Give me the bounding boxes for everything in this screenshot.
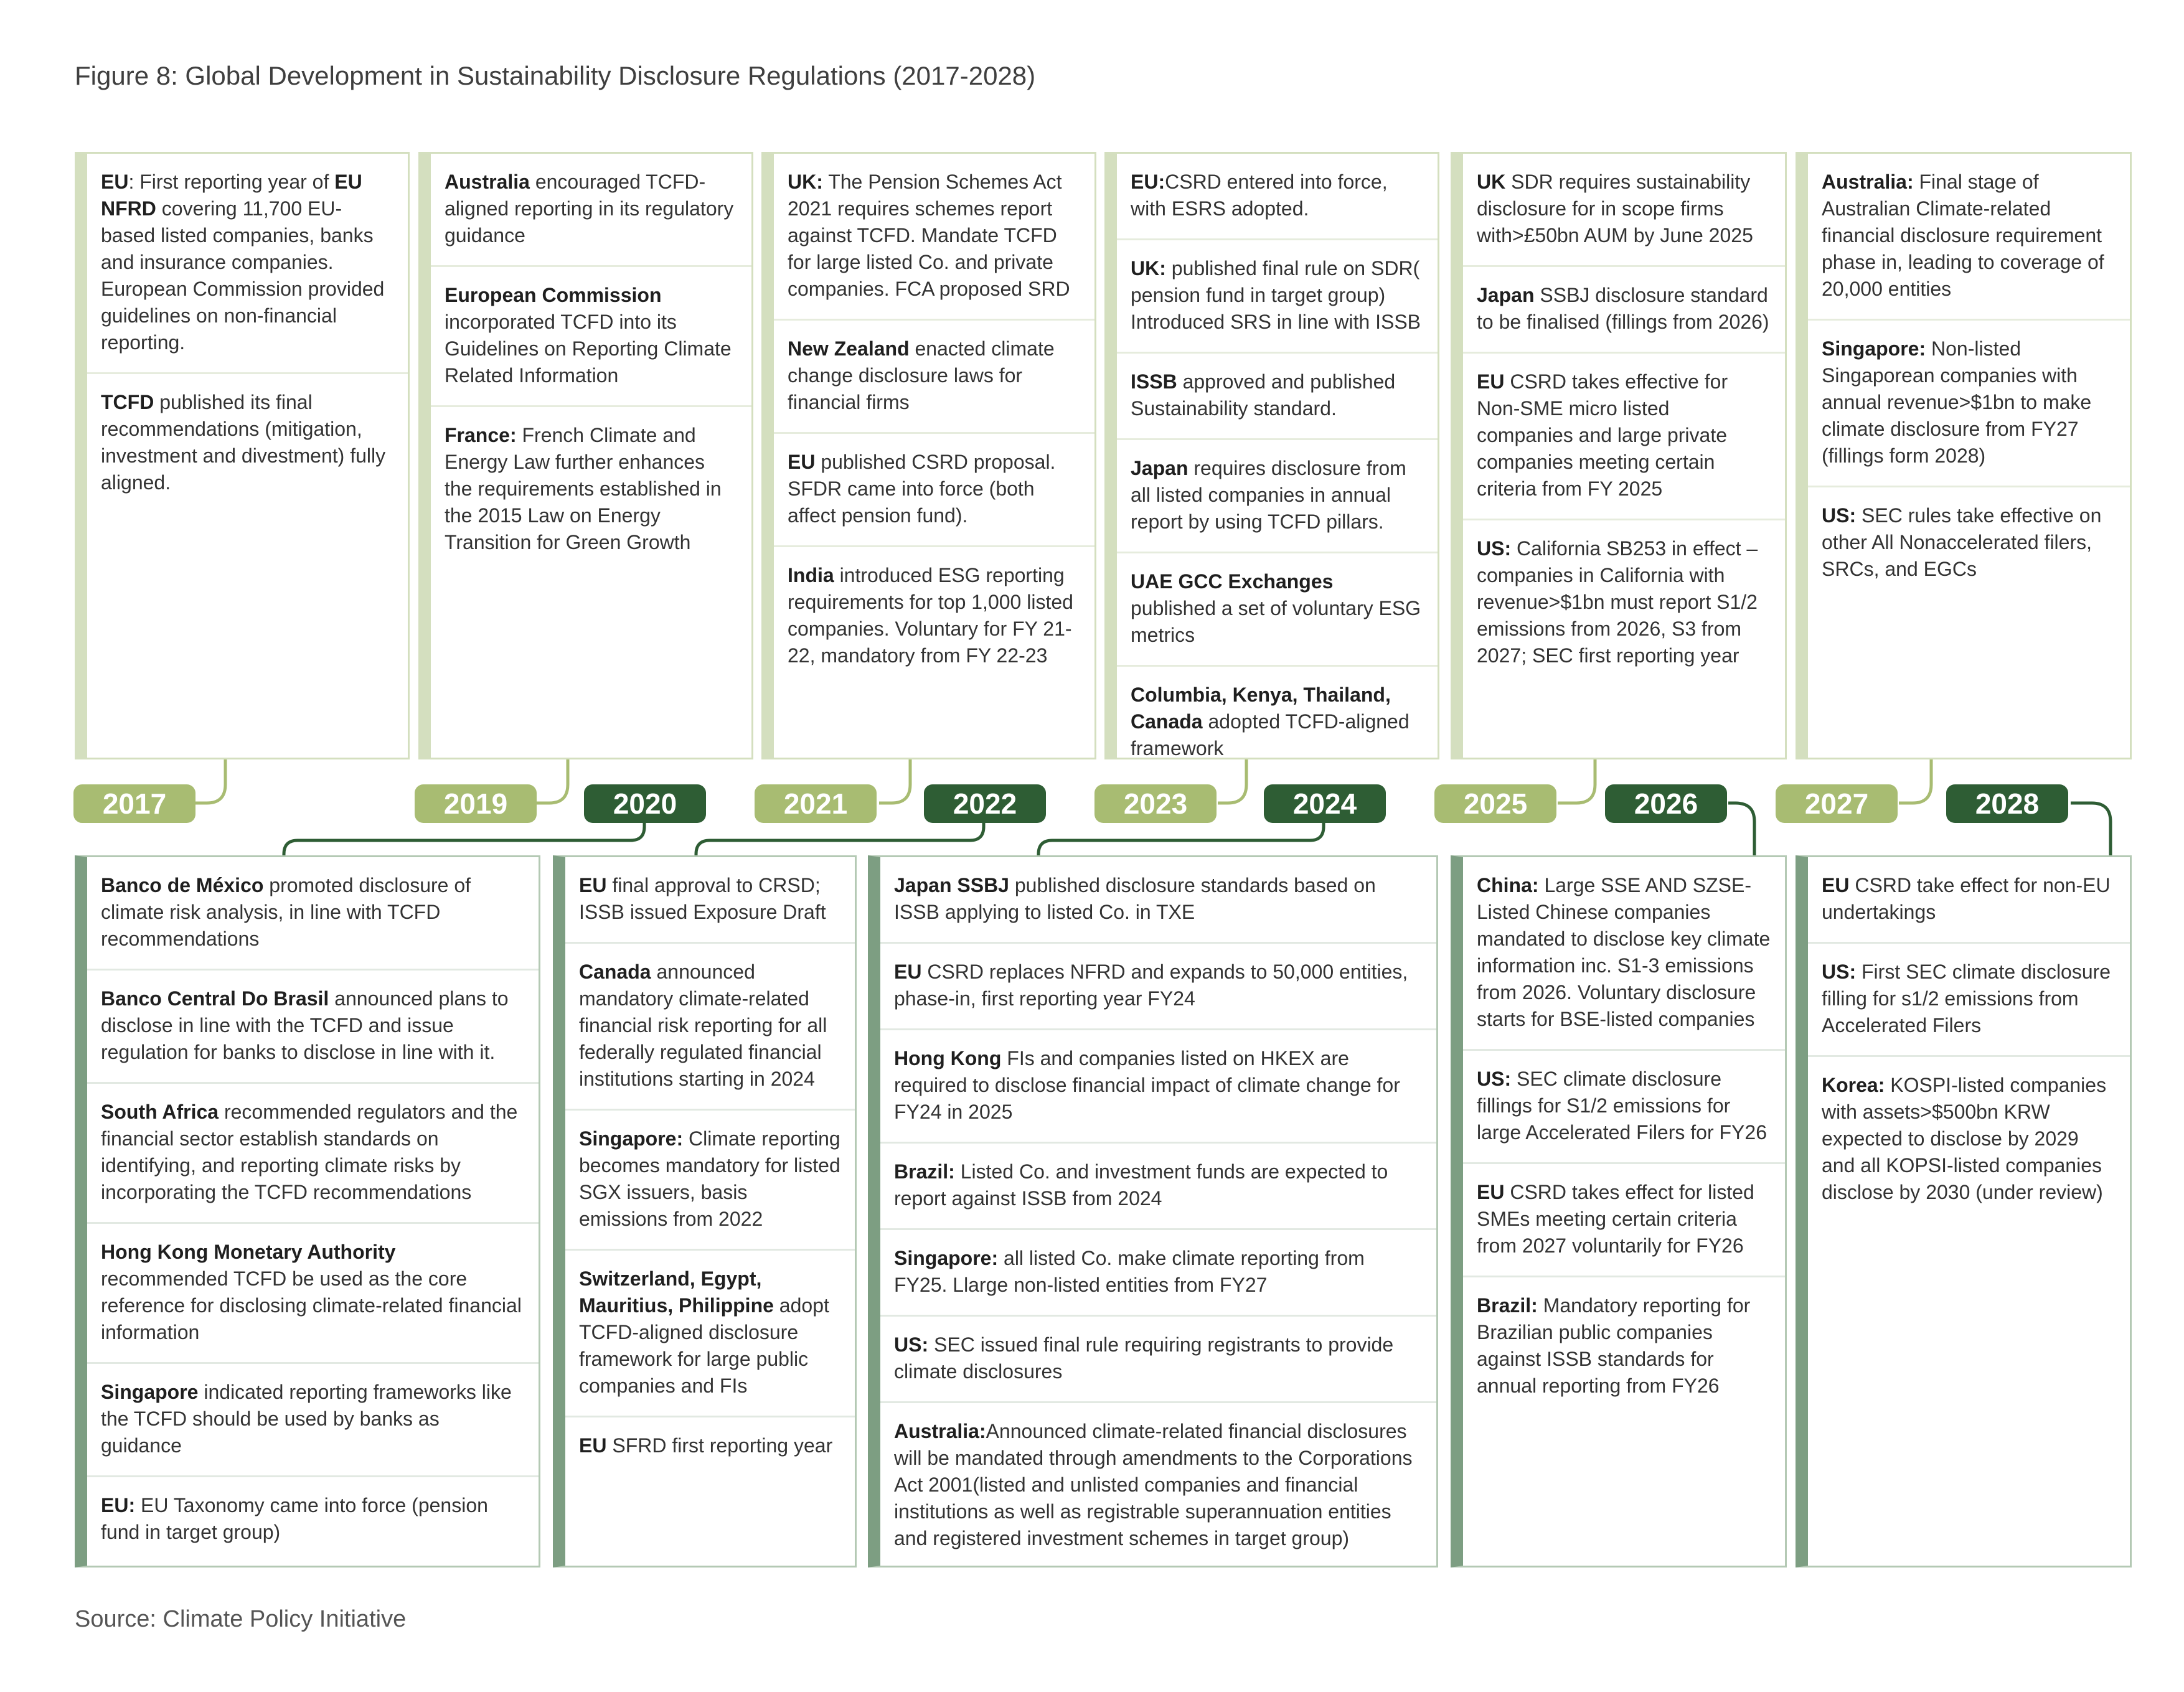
regulation-entry: [431, 407, 751, 572]
regulation-entry: [87, 1364, 539, 1477]
regulation-entry: [1117, 354, 1438, 440]
regulation-entry: [1463, 354, 1785, 520]
entity-name: Australia:: [1822, 171, 1914, 193]
entity-name: Banco de México: [101, 874, 264, 896]
regulation-entry: [87, 374, 408, 512]
entry-text: EU Taxonomy came into force (pension fund in target group): [101, 1494, 488, 1543]
regulation-entry: [1463, 857, 1785, 1051]
entity-name: TCFD: [101, 391, 154, 413]
entry-text: Large SSE AND SZSE-Listed Chinese companies mandated to disclose key climate information inc. S1-3 emissions from 2026. Voluntary disclosure starts for BSE-listed companies: [1477, 874, 1771, 1030]
connector-2028: [2071, 803, 2111, 857]
entity-name: US:: [1822, 961, 1857, 983]
connector-2019: [537, 758, 568, 803]
entry-text: published CSRD proposal. SFDR came into force (both affect pension fund).: [788, 451, 1056, 527]
regulation-entry: [1117, 154, 1438, 240]
entity-name: Japan: [1131, 457, 1188, 479]
year-2020: 2020: [584, 784, 706, 823]
figure-title: Figure 8: Global Development in Sustainability Disclosure Regulations (2017-2028): [75, 61, 1036, 90]
entry-text: announced mandatory climate-related financial risk reporting for all federally regulated financial institutions starting in 2024: [579, 961, 827, 1090]
entity-name: EU: [1477, 370, 1505, 393]
entry-text: CSRD entered into force, with ESRS adopted.: [1131, 171, 1388, 220]
entity-name: New Zealand: [788, 337, 910, 360]
entity-name: Columbia, Kenya, Thailand, Canada: [1131, 684, 1391, 733]
entry-text: SDR requires sustainability disclosure for in scope firms with>£50bn AUM by June 2025: [1477, 171, 1753, 247]
entity-name: EU: [579, 874, 607, 896]
regulation-entry: [880, 857, 1436, 944]
entry-text: Listed Co. and investment funds are expected to report against ISSB from 2024: [894, 1160, 1388, 1210]
entity-name: Brazil:: [1477, 1294, 1538, 1317]
regulation-entry: [1808, 154, 2130, 321]
entity-name: EU: [1822, 874, 1850, 896]
regulation-entry: [1463, 1051, 1785, 1164]
entry-text: Announced climate-related financial disclosures will be mandated through amendments to the Corporations Act 2001(listed and unlisted companies and financial institutions as well as registrable superannuation entities and registered investment schemes in target group): [894, 1420, 1413, 1549]
card-2022: [553, 855, 857, 1567]
card-2026: [1451, 855, 1787, 1567]
entity-name: Canada: [579, 961, 651, 983]
card-2023: [1104, 152, 1439, 759]
entity-name: Banco Central Do Brasil: [101, 987, 329, 1010]
entry-text: KOSPI-listed companies with assets>$500bn KRW expected to disclose by 2029 and all KOPSI-listed companies disclose by 2030 (under review): [1822, 1074, 2107, 1203]
regulation-entry: [880, 1317, 1436, 1403]
regulation-entry: [565, 1111, 855, 1251]
regulation-entry: [880, 1230, 1436, 1317]
entry-text: adopt TCFD-aligned disclosure framework for large public companies and FIs: [579, 1294, 829, 1397]
entity-name: European Commission: [445, 284, 662, 306]
card-2025: [1451, 152, 1787, 759]
entity-name: EU: [788, 451, 816, 473]
entry-text: First SEC climate disclosure filling for s1/2 emissions from Accelerated Filers: [1822, 961, 2111, 1036]
card-2028: [1796, 855, 2132, 1567]
regulation-entry: [1808, 857, 2130, 944]
entry-text: covering 11,700 EU-based listed companies, banks and insurance companies. European Commission provided guidelines on non-financial reporting.: [101, 197, 385, 354]
regulation-entry: [1117, 667, 1438, 778]
year-2017: 2017: [73, 784, 195, 823]
source-note: Source: Climate Policy Initiative: [75, 1606, 407, 1632]
entry-text: recommended TCFD be used as the core reference for disclosing climate-related financial information: [101, 1267, 522, 1343]
year-2019: 2019: [415, 784, 537, 823]
card-2027: [1796, 152, 2132, 759]
entry-text: requires disclosure from all listed companies in annual report by using TCFD pillars.: [1131, 457, 1406, 533]
regulation-entry: [1463, 1164, 1785, 1277]
regulation-entry: [87, 1084, 539, 1224]
entry-text: Non-listed Singaporean companies with annual revenue>$1bn to make climate disclosure from FY27 (fillings form 2028): [1822, 337, 2092, 467]
entity-name: EU: [579, 1434, 607, 1457]
year-2023: 2023: [1094, 784, 1217, 823]
regulation-entry: [87, 971, 539, 1084]
entity-name: Singapore:: [579, 1127, 684, 1150]
regulation-entry: [1808, 321, 2130, 487]
card-2019: [418, 152, 753, 759]
card-2021: [761, 152, 1096, 759]
regulation-entry: [565, 1251, 855, 1417]
entry-text: recommended regulators and the financial sector establish standards on identifying, and reporting climate risks by incorporating the TCFD recommendations: [101, 1101, 518, 1203]
regulation-entry: [1808, 944, 2130, 1057]
regulation-entry: [774, 547, 1094, 685]
regulation-entry: [1463, 520, 1785, 685]
entry-text: published its final recommendations (mitigation, investment and divestment) fully aligned.: [101, 391, 386, 494]
entry-text: Final stage of Australian Climate-related financial disclosure requirement phase in, leading to coverage of 20,000 entities: [1822, 171, 2104, 300]
connector-2027: [1899, 758, 1931, 803]
entity-name: US:: [1477, 1068, 1512, 1090]
regulation-entry: [87, 857, 539, 971]
entry-text: published final rule on SDR( pension fund in target group) Introduced SRS in line with ISSB: [1131, 257, 1421, 333]
entity-name: UK:: [788, 171, 823, 193]
year-2022: 2022: [924, 784, 1046, 823]
entity-name: Singapore: [101, 1381, 199, 1403]
entry-text: French Climate and Energy Law further enhances the requirements established in the 2015 Law on Energy Transition for Green Growth: [445, 424, 722, 553]
entry-text: published a set of voluntary ESG metrics: [1131, 597, 1421, 646]
entity-name: Hong Kong Monetary Authority: [101, 1241, 396, 1263]
year-2028: 2028: [1946, 784, 2068, 823]
regulation-entry: [880, 1144, 1436, 1230]
connector-2022: [696, 823, 984, 857]
regulation-entry: [880, 1030, 1436, 1144]
entity-name: ISSB: [1131, 370, 1177, 393]
entity-name: Singapore:: [1822, 337, 1926, 360]
entry-text: Mandatory reporting for Brazilian public companies against ISSB standards for annual reporting from FY26: [1477, 1294, 1751, 1397]
regulation-entry: [87, 154, 408, 374]
year-2027: 2027: [1776, 784, 1898, 823]
regulation-entry: [1117, 553, 1438, 667]
regulation-entry: [87, 1224, 539, 1364]
regulation-entry: [1463, 267, 1785, 354]
entry-text: SEC climate disclosure fillings for S1/2 emissions for large Accelerated Filers for FY26: [1477, 1068, 1767, 1144]
entry-text: published disclosure standards based on ISSB applying to listed Co. in TXE: [894, 874, 1376, 923]
entry-text: final approval to CRSD; ISSB issued Exposure Draft: [579, 874, 826, 923]
year-2021: 2021: [755, 784, 877, 823]
entry-text: SEC rules take effective on other All Nonaccelerated filers, SRCs, and EGCs: [1822, 504, 2102, 580]
entity-name: EU:: [101, 1494, 136, 1516]
year-2024: 2024: [1264, 784, 1386, 823]
entry-text: CSRD takes effect for listed SMEs meeting certain criteria from 2027 voluntarily for FY26: [1477, 1181, 1754, 1257]
entry-text: adopted TCFD-aligned framework: [1131, 710, 1410, 759]
entry-text: approved and published Sustainability standard.: [1131, 370, 1396, 420]
entry-text: introduced ESG reporting requirements for top 1,000 listed companies. Voluntary for FY 21-22, mandatory from FY 22-23: [788, 564, 1073, 667]
entity-name: US:: [1477, 537, 1512, 560]
entity-name: South Africa: [101, 1101, 219, 1123]
entry-text: The Pension Schemes Act 2021 requires schemes report against TCFD. Mandate TCFD for large listed Co. and private companies. FCA proposed SRD: [788, 171, 1070, 300]
entry-text: announced plans to disclose in line with the TCFD and issue regulation for banks to disclose in line with it.: [101, 987, 509, 1063]
regulation-entry: [1117, 440, 1438, 553]
entity-name: UK: [1477, 171, 1506, 193]
regulation-entry: [1463, 154, 1785, 267]
regulation-entry: [880, 1403, 1436, 1568]
entity-name: Hong Kong: [894, 1047, 1002, 1069]
card-2024: [868, 855, 1438, 1567]
regulation-entry: [565, 944, 855, 1111]
entry-text: indicated reporting frameworks like the TCFD should be used by banks as guidance: [101, 1381, 512, 1457]
regulation-entry: [87, 1477, 539, 1562]
connector-2021: [879, 758, 910, 803]
entry-text: CSRD takes effective for Non-SME micro listed companies and large private companies meeting certain criteria from FY 2025: [1477, 370, 1728, 500]
entity-name: UAE GCC Exchanges: [1131, 570, 1334, 593]
entity-name: EU: [101, 171, 129, 193]
connector-2024: [1038, 823, 1324, 857]
regulation-entry: [774, 434, 1094, 547]
card-2020: [75, 855, 540, 1567]
entity-name: Japan SSBJ: [894, 874, 1009, 896]
entity-name: China:: [1477, 874, 1539, 896]
entry-text: Climate reporting becomes mandatory for listed SGX issuers, basis emissions from 2022: [579, 1127, 840, 1230]
connector-2025: [1558, 758, 1595, 803]
entity-name: UK:: [1131, 257, 1166, 280]
entry-text: : First reporting year of: [128, 171, 335, 193]
entry-text: SEC issued final rule requiring registrants to provide climate disclosures: [894, 1333, 1394, 1383]
entry-text: CSRD take effect for non-EU undertakings: [1822, 874, 2111, 923]
entity-name: Switzerland, Egypt, Mauritius, Philippine: [579, 1267, 774, 1317]
regulation-entry: [774, 154, 1094, 321]
entity-name: US:: [894, 1333, 929, 1356]
entry-text: enacted climate change disclosure laws for financial firms: [788, 337, 1055, 413]
regulation-entry: [431, 267, 751, 407]
connector-2026: [1728, 803, 1754, 857]
year-2025: 2025: [1434, 784, 1556, 823]
regulation-entry: [1808, 1057, 2130, 1222]
entity-name: Australia: [445, 171, 530, 193]
entry-text: encouraged TCFD-aligned reporting in its regulatory guidance: [445, 171, 734, 247]
entry-text: CSRD replaces NFRD and expands to 50,000 entities, phase-in, first reporting year FY24: [894, 961, 1408, 1010]
entry-text: promoted disclosure of climate risk analysis, in line with TCFD recommendations: [101, 874, 471, 950]
regulation-entry: [1463, 1277, 1785, 1416]
year-2026: 2026: [1605, 784, 1727, 823]
entry-text: all listed Co. make climate reporting from FY25. Llarge non-listed entities from FY27: [894, 1247, 1365, 1296]
entity-name: EU:: [1131, 171, 1165, 193]
entity-name: Japan: [1477, 284, 1535, 306]
regulation-entry: [431, 154, 751, 267]
entry-text: SSBJ disclosure standard to be finalised (fillings from 2026): [1477, 284, 1769, 333]
entry-text: SFRD first reporting year: [606, 1434, 833, 1457]
card-2017: [75, 152, 410, 759]
entity-name: Australia:: [894, 1420, 986, 1442]
connector-2017: [194, 758, 225, 803]
entity-name: EU NFRD: [101, 171, 362, 220]
entity-name: Singapore:: [894, 1247, 999, 1269]
entity-name: India: [788, 564, 834, 586]
entity-name: US:: [1822, 504, 1857, 527]
entity-name: Korea:: [1822, 1074, 1885, 1096]
regulation-entry: [774, 321, 1094, 434]
regulation-entry: [880, 944, 1436, 1030]
entity-name: France:: [445, 424, 517, 446]
entry-text: FIs and companies listed on HKEX are required to disclose financial impact of climate change for FY24 in 2025: [894, 1047, 1400, 1123]
regulation-entry: [565, 1417, 855, 1475]
entity-name: Brazil:: [894, 1160, 955, 1183]
regulation-entry: [565, 857, 855, 944]
entity-name: EU: [1477, 1181, 1505, 1203]
regulation-entry: [1808, 487, 2130, 599]
connector-2020: [284, 823, 644, 857]
entity-name: EU: [894, 961, 922, 983]
entry-text: incorporated TCFD into its Guidelines on Reporting Climate Related Information: [445, 311, 732, 387]
entry-text: California SB253 in effect –companies in California with revenue>$1bn must report S1/2 emissions from 2026, S3 from 2027; SEC first reporting year: [1477, 537, 1758, 667]
regulation-entry: [1117, 240, 1438, 354]
